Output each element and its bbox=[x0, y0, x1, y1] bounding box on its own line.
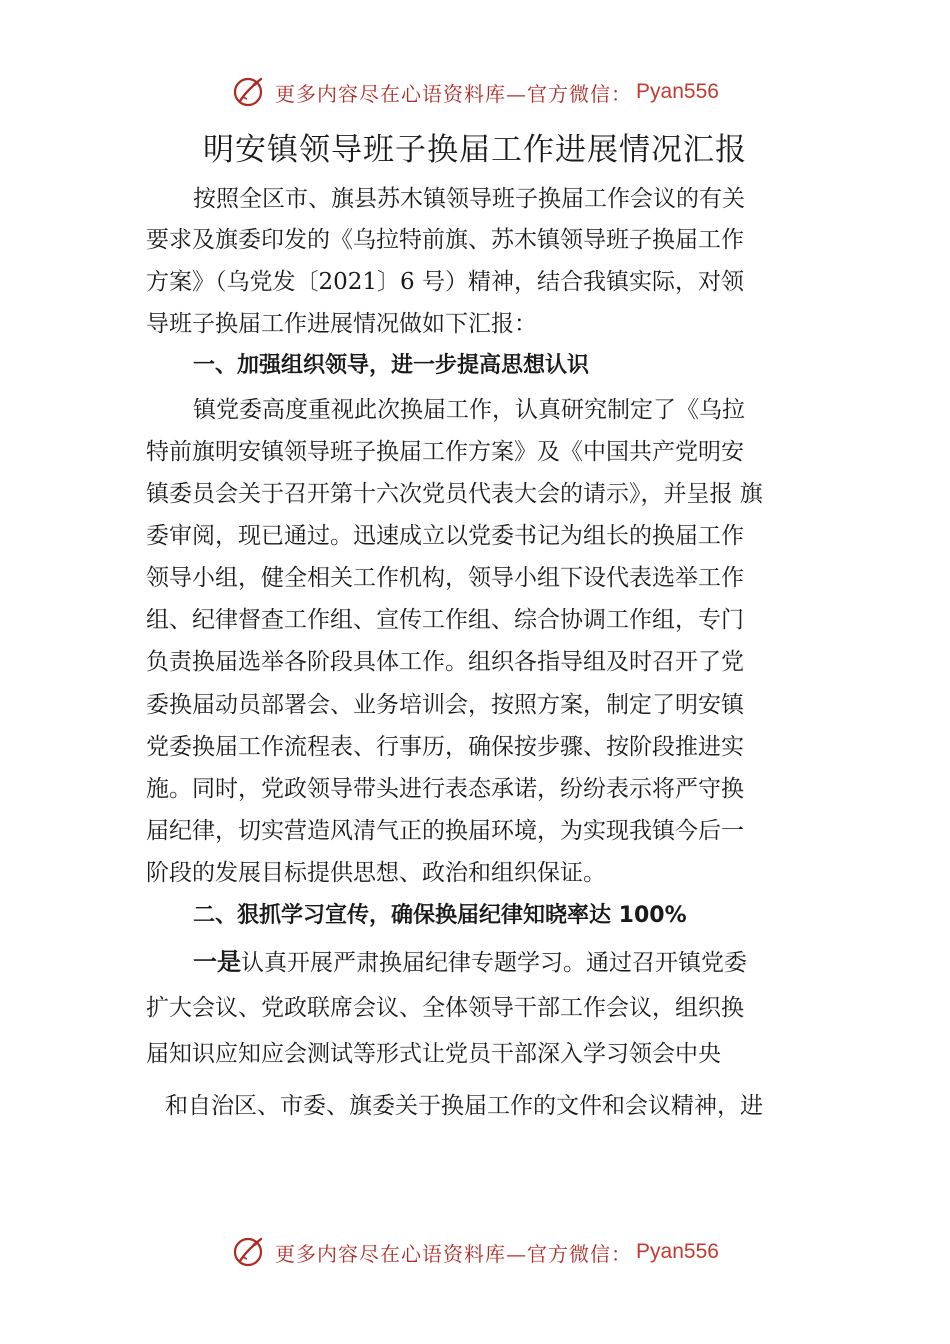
section-heading-2: 二、狠抓学习宣传，确保换届纪律知晓率达 100% bbox=[193, 903, 687, 928]
body-line: 按照全区市、旗县苏木镇领导班子换届工作会议的有关 bbox=[193, 186, 745, 212]
body-line: 领导小组，健全相关工作机构，领导小组下设代表选举工作 bbox=[146, 565, 744, 591]
watermark-handle: Pyan556 bbox=[636, 1240, 719, 1263]
watermark-banner-top bbox=[0, 70, 950, 114]
body-line: 方案》（乌党发〔2021〕6 号）精神，结合我镇实际，对领 bbox=[146, 269, 744, 295]
quill-logo-icon bbox=[231, 75, 265, 109]
body-line: 届纪律，切实营造风清气正的换届环境，为实现我镇今后一 bbox=[146, 818, 744, 844]
watermark-handle: Pyan556 bbox=[636, 80, 719, 103]
body-line: 和自治区、市委、旗委关于换届工作的文件和会议精神，进 bbox=[165, 1093, 763, 1119]
body-line: 导班子换届工作进展情况做如下汇报： bbox=[146, 311, 537, 337]
bold-lead-text: 一是 bbox=[193, 948, 241, 976]
body-line: 负责换届选举各阶段具体工作。组织各指导组及时召开了党 bbox=[146, 649, 744, 675]
body-line: 届知识应知应会测试等形式让党员干部深入学习领会中央 bbox=[146, 1041, 721, 1067]
body-line-text: 认真开展严肃换届纪律专题学习。通过召开镇党委 bbox=[241, 950, 747, 976]
body-line: 要求及旗委印发的《乌拉特前旗、苏木镇领导班子换届工作 bbox=[146, 227, 744, 253]
body-line: 委换届动员部署会、业务培训会，按照方案，制定了明安镇 bbox=[146, 692, 744, 718]
body-line: 特前旗明安镇领导班子换届工作方案》及《中国共产党明安 bbox=[146, 439, 744, 465]
quill-logo-icon bbox=[231, 1235, 265, 1269]
watermark-text: 更多内容尽在心语资料库—官方微信： bbox=[275, 81, 633, 106]
body-line: 镇党委高度重视此次换届工作，认真研究制定了《乌拉 bbox=[193, 397, 745, 423]
watermark-text: 更多内容尽在心语资料库—官方微信： bbox=[275, 1241, 633, 1266]
body-line-with-lead bbox=[193, 944, 747, 980]
watermark-banner-bottom bbox=[0, 1230, 950, 1274]
section-heading-1: 一、加强组织领导，进一步提高思想认识 bbox=[193, 353, 590, 378]
body-line: 镇委员会关于召开第十六次党员代表大会的请示》，并呈报 旗 bbox=[146, 481, 763, 507]
body-line: 组、纪律督查工作组、宣传工作组、综合协调工作组，专门 bbox=[146, 607, 744, 633]
body-line: 党委换届工作流程表、行事历，确保按步骤、按阶段推进实 bbox=[146, 734, 744, 760]
body-line: 委审阅，现已通过。迅速成立以党委书记为组长的换届工作 bbox=[146, 523, 744, 549]
body-line: 阶段的发展目标提供思想、政治和组织保证。 bbox=[146, 860, 606, 886]
body-line: 扩大会议、党政联席会议、全体领导干部工作会议，组织换 bbox=[146, 995, 744, 1021]
body-line: 施。同时，党政领导带头进行表态承诺，纷纷表示将严守换 bbox=[146, 776, 744, 802]
page-title: 明安镇领导班子换届工作进展情况汇报 bbox=[203, 132, 747, 168]
